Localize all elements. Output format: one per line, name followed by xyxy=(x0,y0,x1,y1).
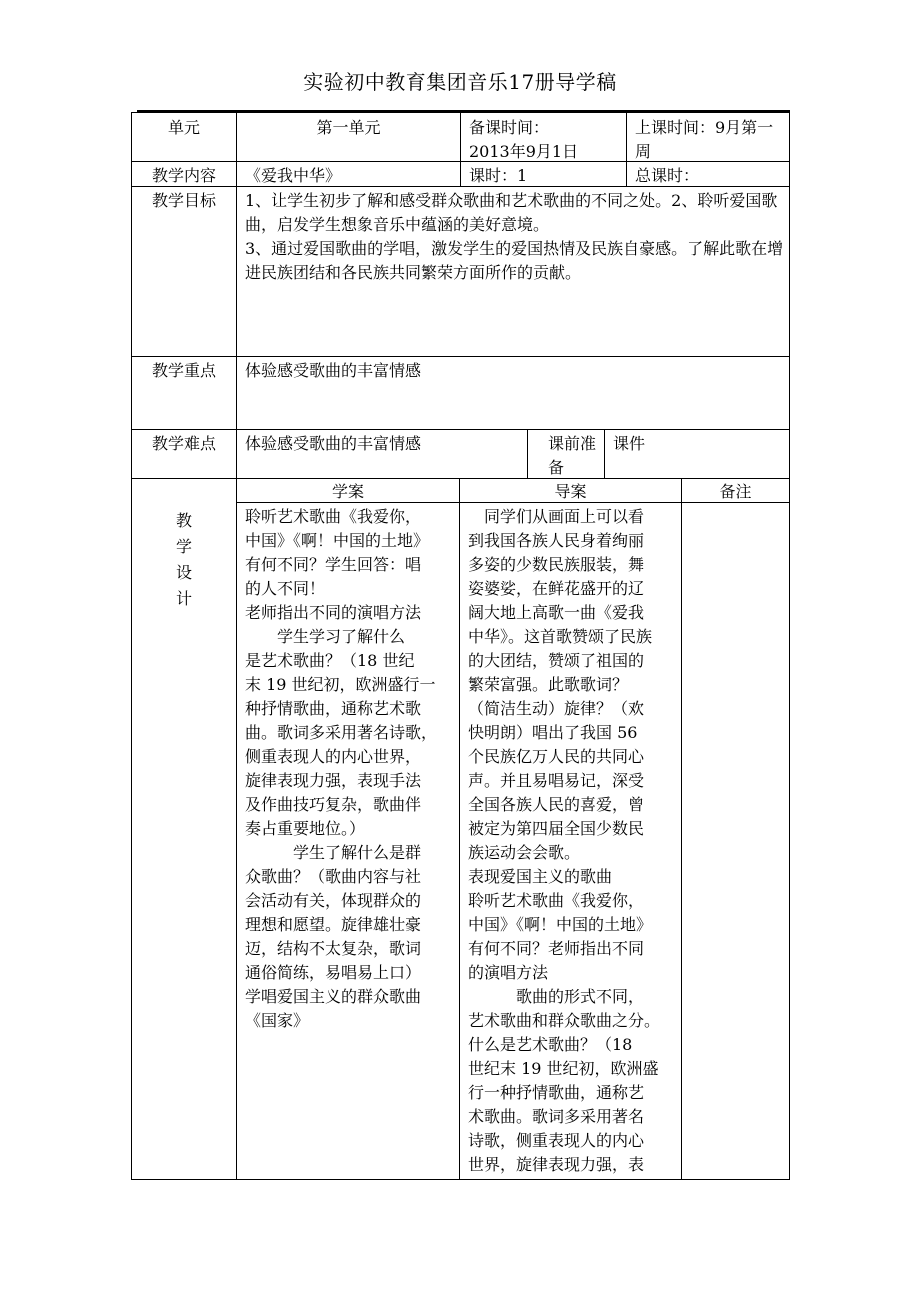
text-line: 老师指出不同的演唱方法 xyxy=(245,603,422,622)
text-line: 中国》《啊！中国的土地》 xyxy=(468,915,653,934)
text-line: （简洁生动）旋律？（欢 xyxy=(468,699,645,718)
text-line: 旋律表现力强，表现手法 xyxy=(245,771,422,790)
text-line: 有何不同？老师指出不同 xyxy=(468,939,645,958)
period-count: 课时：1 xyxy=(469,166,528,185)
student-plan-text xyxy=(237,503,459,1035)
text-line: 行一种抒情歌曲，通称艺 xyxy=(468,1083,645,1102)
difficult-text: 体验感受歌曲的丰富情感 xyxy=(245,434,422,453)
unit-label: 单元 xyxy=(167,118,200,137)
design-label xyxy=(132,506,236,614)
guide-plan-text xyxy=(460,503,681,1179)
text-line: 歌曲的形式不同， xyxy=(468,987,645,1006)
text-line: 被定为第四届全国少数民 xyxy=(468,819,645,838)
design-label-char: 设 xyxy=(175,563,192,582)
text-line: 诗歌，侧重表现人的内心 xyxy=(468,1131,645,1150)
text-line: 多姿的少数民族服装，舞 xyxy=(468,555,645,574)
text-line: 术歌曲。歌词多采用著名 xyxy=(468,1107,645,1126)
text-line: 理想和愿望。旋律雄壮豪 xyxy=(245,915,422,934)
text-line: 什么是艺术歌曲？（18 xyxy=(468,1035,633,1054)
content-label: 教学内容 xyxy=(151,166,216,185)
text-line: 种抒情歌曲，通称艺术歌 xyxy=(245,699,422,718)
text-line: 众歌曲？（歌曲内容与社 xyxy=(245,867,422,886)
text-line: 通俗简练，易唱易上口） xyxy=(245,963,422,982)
text-line: 曲。歌词多采用著名诗歌， xyxy=(245,723,438,742)
note-header: 备注 xyxy=(719,482,752,501)
text-line: 全国各族人民的喜爱，曾 xyxy=(468,795,645,814)
text-line: 学生学习了解什么 xyxy=(245,627,406,646)
text-line: 的人不同！ xyxy=(245,579,326,598)
text-line: 学生了解什么是群 xyxy=(245,843,422,862)
page-title: 实验初中教育集团音乐17册导学稿 xyxy=(303,70,617,94)
text-line: 阔大地上高歌一曲《爱我 xyxy=(468,603,645,622)
design-label-char: 学 xyxy=(175,537,192,556)
key-label: 教学重点 xyxy=(151,361,216,380)
unit-value: 第一单元 xyxy=(316,118,381,137)
text-line: 姿婆娑，在鲜花盛开的辽 xyxy=(468,579,645,598)
text-line: 是艺术歌曲？（18 世纪 xyxy=(245,651,415,670)
text-line: 学唱爱国主义的群众歌曲 xyxy=(245,987,422,1006)
text-line: 繁荣富强。此歌歌词？ xyxy=(468,675,629,694)
text-line: 末 19 世纪初，欧洲盛行一 xyxy=(245,675,436,694)
guide-plan-header: 导案 xyxy=(554,482,587,501)
prep-label: 课前准备 xyxy=(548,434,597,477)
design-label-char: 教 xyxy=(175,511,192,530)
text-line: 奏占重要地位。） xyxy=(245,819,366,838)
text-line: 聆听艺术歌曲《我爱你， xyxy=(245,507,422,526)
note-cell xyxy=(682,503,789,1179)
text-line: 族运动会会歌。 xyxy=(468,843,581,862)
class-time: 上课时间：9月第一周 xyxy=(635,118,774,161)
goals-label: 教学目标 xyxy=(151,191,216,210)
student-plan-header: 学案 xyxy=(331,482,364,501)
text-line: 中华》。这首歌赞颂了民族 xyxy=(468,627,653,646)
text-line: 会活动有关，体现群众的 xyxy=(245,891,422,910)
difficult-label: 教学难点 xyxy=(151,434,216,453)
text-line: 聆听艺术歌曲《我爱你， xyxy=(468,891,645,910)
prep-value: 课件 xyxy=(613,434,646,453)
text-line: 的大团结，赞颂了祖国的 xyxy=(468,651,645,670)
text-line: 及作曲技巧复杂，歌曲伴 xyxy=(245,795,422,814)
text-line: 快明朗）唱出了我国 56 xyxy=(468,723,638,742)
text-line: 声。并且易唱易记，深受 xyxy=(468,771,645,790)
text-line: 有何不同？学生回答：唱 xyxy=(245,555,422,574)
text-line: 艺术歌曲和群众歌曲之分。 xyxy=(468,1011,661,1030)
text-line: 的演唱方法 xyxy=(468,963,549,982)
key-text: 体验感受歌曲的丰富情感 xyxy=(245,361,422,380)
text-line: 世纪末 19 世纪初，欧洲盛 xyxy=(468,1059,659,1078)
total-periods: 总课时： xyxy=(635,166,700,185)
text-line: 同学们从画面上可以看 xyxy=(468,507,645,526)
content-value: 《爱我中华》 xyxy=(245,166,342,185)
text-line: 表现爱国主义的歌曲 xyxy=(468,867,613,886)
text-line: 中国》《啊！中国的土地》 xyxy=(245,531,430,550)
text-line: 侧重表现人的内心世界， xyxy=(245,747,422,766)
prep-time-value: 2013年9月1日 xyxy=(469,142,579,161)
text-line: 《国家》 xyxy=(245,1011,310,1030)
prep-time xyxy=(461,114,626,166)
text-line: 世界，旋律表现力强，表 xyxy=(468,1155,645,1174)
goals-text: 1、让学生初步了解和感受群众歌曲和艺术歌曲的不同之处。2、聆听爱国歌曲，启发学生想象音乐中蕴涵的美好意境。 3、通过爱国歌曲的学唱，激发学生的爱国热情及民族自豪感。了解此歌在增进民族团结和各民族共同繁荣方面所作的贡献。 xyxy=(245,191,784,282)
text-line: 个民族亿万人民的共同心 xyxy=(468,747,645,766)
prep-time-label: 备课时间： xyxy=(469,118,550,137)
design-label-char: 计 xyxy=(175,589,192,608)
text-line: 迈，结构不太复杂，歌词 xyxy=(245,939,422,958)
text-line: 到我国各族人民身着绚丽 xyxy=(468,531,645,550)
